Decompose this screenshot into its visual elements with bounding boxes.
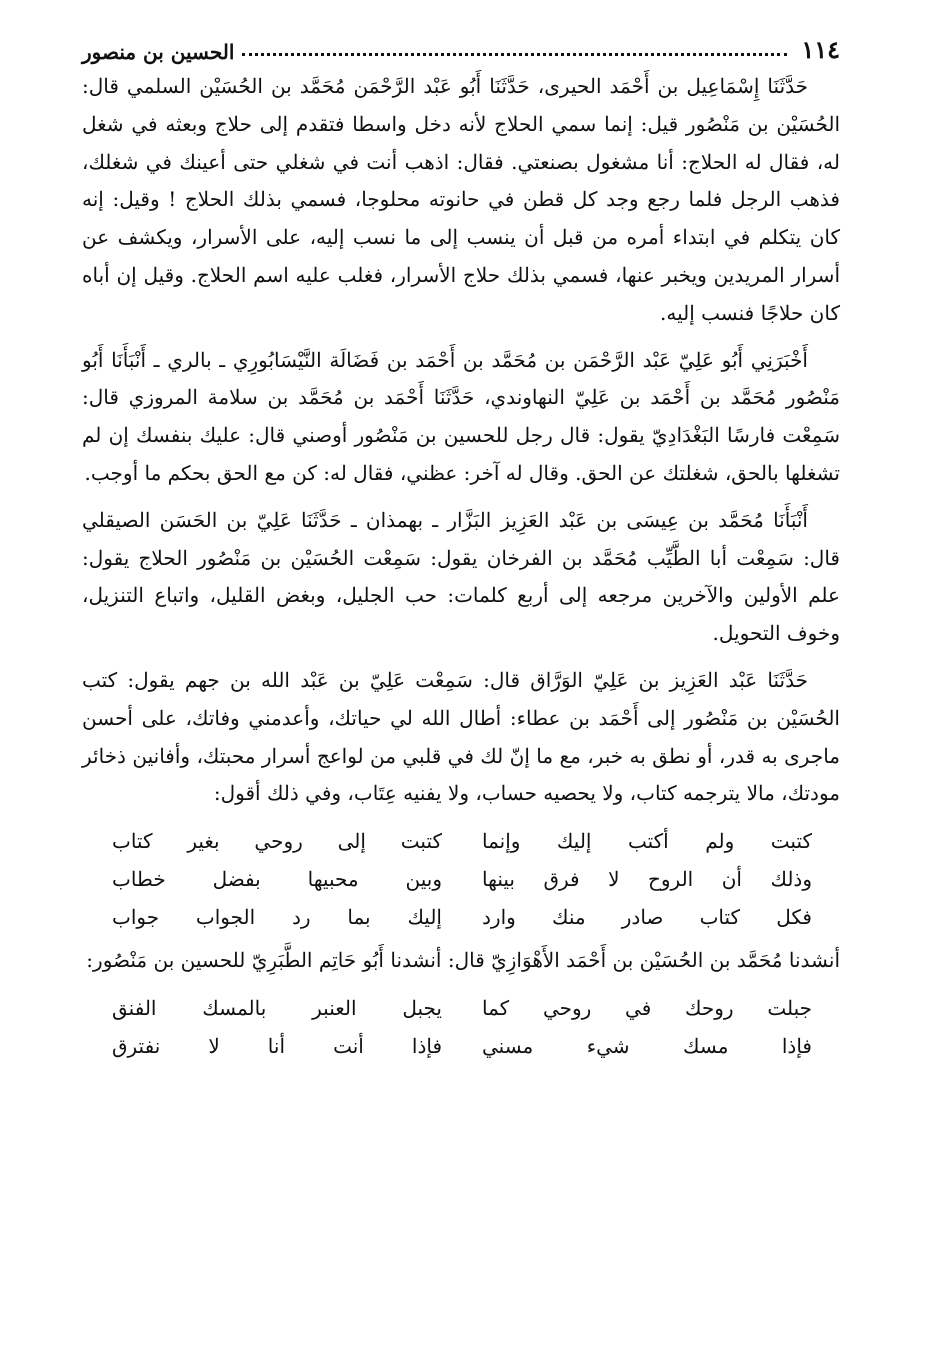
verse-first-hemistich: فإذا مسك شيء مسني [482,1033,812,1058]
verse-first-hemistich: وذلك أن الروح لا فرق بينها [482,867,812,892]
verse-second-hemistich: كتبت إلى روحي بغير كتاب [112,829,442,854]
page-header [82,28,840,64]
book-page [82,28,840,1071]
running-title: الحسين بن منصور [82,40,235,64]
poem-2-verse-1 [82,989,840,1027]
paragraph-5: أنشدنا مُحَمَّد بن الحُسَيْن بن أَحْمَد الأَهْوَازِيّ قال: أنشدنا أَبُو حَاتِم الطَّبَرِيّ للحسين بن مَنْصُور: [86,948,840,973]
poem-1-verse-1 [82,822,840,860]
paragraph-4: حَدَّثَنَا عَبْد العَزِيز بن عَلِيّ الوَرَّاق قال: سَمِعْت عَلِيّ بن عَبْد الله بن جهم يقول: كتب الحُسَيْن بن مَنْصُور إلى أَحْمَد بن عطاء: أطال الله لي حياتك، وأعدمني وفاتك، على أحسن ماجرى به قدر، أو نطق به خبر، مع ما إنّ لك في قلبي من لواعج أسرار محبتك، وأفانين ذخائر مودتك، مالا يترجمه كتاب، ولا يحصيه حساب، ولا يفنيه عِتَاب، وفي ذلك أقول: [82,667,840,806]
page-number: ١١٤ [801,35,840,64]
verse-second-hemistich: يجبل العنبر بالمسك الفنق [112,995,442,1020]
verse-first-hemistich: كتبت ولم أكتب إليك وإنما [482,829,812,854]
verse-first-hemistich: فكل كتاب صادر منك وارد [482,905,812,930]
paragraph-2: أَخْبَرَنِي أَبُو عَلِيّ عَبْد الرَّحْمَن بن مُحَمَّد بن أَحْمَد بن فَضَالَة النَّيْسَابُورِي ـ بالري ـ أَنْبَأَنَا أَبُو مَنْصُور مُحَمَّد بن أَحْمَد بن عَلِيّ النهاوندي، حَدَّثَنَا أَحْمَد بن مُحَمَّد بن سلامة المروزي قال: سَمِعْت فارسًا البَغْدَادِيّ يقول: قال رجل للحسين بن مَنْصُور أوصني قال: عليك بنفسك إن لم تشغلها بالحق، شغلتك عن الحق. وقال له آخر: عظني، فقال له: كن مع الحق بحكم ما أوجب. [82,347,840,485]
verse-first-hemistich: جبلت روحك في روحي كما [482,995,812,1020]
verse-second-hemistich: إليك بما رد الجواب جواب [112,905,442,930]
header-dotted-leader [242,53,787,56]
poem-2-verse-2 [82,1027,840,1065]
poem-2 [82,989,840,1065]
verse-second-hemistich: وبين محبيها بفضل خطاب [112,867,442,892]
poem-1 [82,822,840,936]
poem-1-verse-2 [82,860,840,898]
paragraph-1: حَدَّثَنَا إِسْمَاعِيل بن أَحْمَد الحيرى، حَدَّثَنَا أَبُو عَبْد الرَّحْمَن مُحَمَّد بن الحُسَيْن السلمي قال: الحُسَيْن بن مَنْصُور قيل: إنما سمي الحلاج لأنه دخل واسطا فتقدم إلى حلاج وبعثه في شغل له، فقال له الحلاج: أنا مشغول بصنعتي. فقال: اذهب أنت في شغلي حتى أعينك في شغلك، فذهب الرجل فلما رجع وجد كل قطن في حانوته محلوجا، فسمي بذلك الحلاج ! وقيل: إنه كان يتكلم في ابتداء أمره من قبل أن ينسب إلى ما نسب إليه، على الأسرار، ويكشف عن أسرار المريدين ويخبر عنها، فسمي بذلك حلاج الأسرار، فغلب عليه اسم الحلاج. وقيل إن أباه كان حلاجًا فنسب إليه. [82,74,840,325]
poem-1-verse-3 [82,898,840,936]
paragraph-3: أَنْبَأَنَا مُحَمَّد بن عِيسَى بن عَبْد العَزِيز البَزَّار ـ بهمذان ـ حَدَّثَنَا عَلِيّ بن الحَسَن الصيقلي قال: سَمِعْت أبا الطَّيِّب مُحَمَّد بن الفرخان يقول: سَمِعْت الحُسَيْن بن مَنْصُور الحلاج يقول: علم الأولين والآخرين مرجعه إلى أربع كلمات: حب الجليل، وبغض القليل، واتباع التنزيل، وخوف التحويل. [82,507,840,646]
page-body [82,68,840,1065]
verse-second-hemistich: فإذا أنت أنا لا نفترق [112,1033,442,1058]
